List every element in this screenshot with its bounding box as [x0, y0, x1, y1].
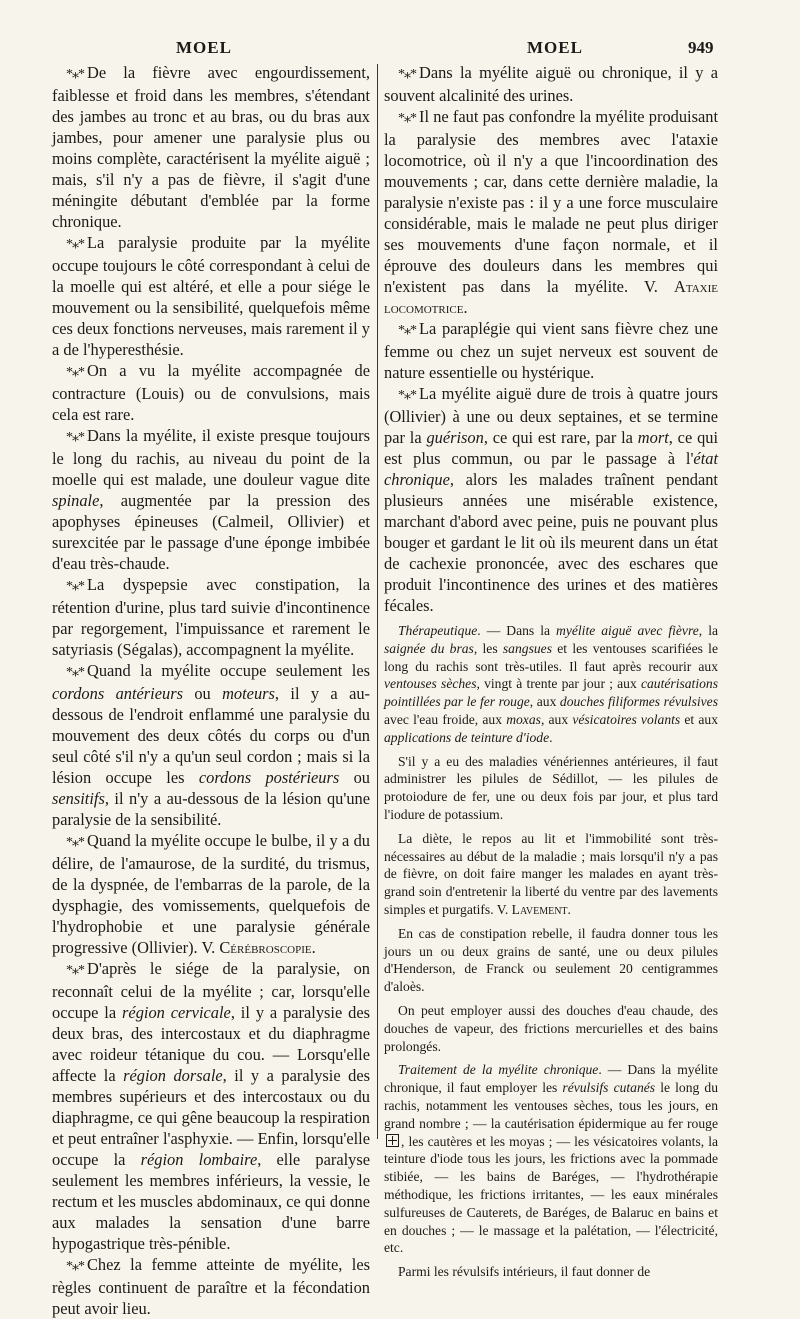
page-number: 949 — [688, 38, 714, 57]
paragraph: *⁎* De la fièvre avec engourdissement, faiblesse et froid dans les membres, s'étendant des jambes au tronc et au bras, ou du bras aux jambes, pour amener une paralysie plus ou moins complète, caractérisent la myélite aiguë ; mais, s'il n'y a pas de fièvre, il s'agit d'une méningite débutant d'emblée par la forme chronique. — [52, 63, 370, 231]
boxed-cross-icon — [386, 1134, 399, 1147]
therapy-paragraph: Parmi les révulsifs intérieurs, il faut donner de — [398, 1264, 651, 1280]
asterism-icon: *⁎* — [398, 67, 416, 82]
cross-reference: Cérébroscopie — [219, 938, 312, 957]
paragraph: *⁎* Il ne faut pas confondre la myélite produisant la paralysie des membres avec l'ataxie locomotrice, où il n'y a que l'incoordination des mouvements ; car, dans cette dernière maladie, la paralysie n'existe pas : il y a une force musculaire considérable, mais le malade ne peut plus diriger ses mouvements d'une façon normale, et il éprouve des douleurs dans les membres qui n'existent pas dans la myélite. V. Ataxie locomotrice. — [384, 107, 718, 317]
paragraph: *⁎* Dans la myélite aiguë ou chronique, il y a souvent alcalinité des urines. — [384, 63, 718, 105]
asterism-icon: *⁎* — [66, 430, 84, 445]
paragraph: *⁎* D'après le siége de la paralysie, on reconnaît celui de la myélite ; car, lorsqu'elle occupe la région cervicale, il y a paralysie des deux bras, des intercostaux et du diaphragme avec roideur tétanique du cou. — Lorsqu'elle affecte la région dorsale, il y a paralysie des membres supérieurs et des intercostaux ou du diaphragme, ce qui gêne beaucoup la respiration et peut entraîner l'asphyxie. — Enfin, lorsqu'elle occupe la région lombaire, elle paralyse seulement les membres inférieurs, la vessie, le rectum et les muscles abdominaux, ce qui donne aux malades la sensation d'une barre hypogastrique très-pénible. — [52, 959, 371, 1253]
asterism-icon: *⁎* — [398, 111, 416, 126]
therapy-paragraph: On peut employer aussi des douches d'eau chaude, des douches de vapeur, des frictions mercurielles et des bains prolongés. — [384, 1002, 718, 1054]
therapy-paragraph: Traitement de la myélite chronique. — Dans la myélite chronique, il faut employer les révulsifs cutanés le long du rachis, notamment les ventouses sèches, tous les jours, en grand nombre ; — la cautérisation épidermique au fer rouge, les cautères et les moyas ; — les vésicatoires volants, la teinture d'iode tous les jours, les frictions avec la pommade stibiée, — les bains de Baréges, — l'hydrothérapie méthodique, les frictions irritantes, — les eaux minérales sulfureuses de Cauterets, de Baréges, de Balaruc en bains et en douches ; — le massage et la palétation, — l'électricité, etc. — [384, 1062, 718, 1256]
left-column — [52, 62, 370, 1319]
therapy-paragraph: S'il y a eu des maladies vénériennes antérieures, il faut administrer les pilules de Sédillot, — les pilules de protoiodure de fer, une ou deux fois par jour, et plus tard l'iodure de potassium. — [384, 753, 718, 822]
section-heading: Traitement de la myélite chronique — [398, 1062, 599, 1078]
section-heading: Thérapeutique — [398, 623, 478, 638]
right-running-head: MOEL — [527, 38, 583, 57]
paragraph: *⁎* Quand la myélite occupe le bulbe, il y a du délire, de l'amaurose, de la surdité, du trismus, de la dyspnée, de l'embarras de la parole, de la dysphagie, des vomissements, quelquefois de l'hydrophobie et une paralysie générale progressive (Ollivier). V. Cérébroscopie. — [52, 831, 370, 957]
asterism-icon: *⁎* — [66, 963, 84, 978]
asterism-icon: *⁎* — [66, 665, 84, 680]
asterism-icon: *⁎* — [66, 579, 84, 594]
therapy-paragraph: Thérapeutique. — Dans la myélite aiguë avec fièvre, la saignée du bras, les sangsues et les ventouses scarifiées le long du rachis sont très-utiles. Il faut après recourir aux ventouses sèches, vingt à trente par jour ; aux cautérisations pointillées par le fer rouge, aux douches filiformes révulsives avec l'eau froide, aux moxas, aux vésicatoires volants et aux applications de teinture d'iode. — [384, 623, 718, 745]
asterism-icon: *⁎* — [66, 365, 84, 380]
paragraph: *⁎* La myélite aiguë dure de trois à quatre jours (Ollivier) à une ou deux septaines, et se termine par la guérison, ce qui est rare, par la mort, ce qui est plus commun, ou par le passage à l'état chronique, alors les malades traînent pendant plusieurs années une misérable existence, marchant d'abord avec peine, puis ne pouvant plus bouger et gardant le lit où ils meurent dans un état de cachexie prononcée, avec des eschares que produit l'incontinence des urines et des matières fécales. — [384, 384, 719, 615]
paragraph: *⁎* Chez la femme atteinte de myélite, les règles continuent de paraître et la fécondation peut avoir lieu. — [52, 1255, 370, 1318]
therapy-paragraph: La diète, le repos au lit et l'immobilité sont très-nécessaires au début de la maladie ; mais lorsqu'il n'y a pas de fièvre, on doit faire manger les malades en ayant très-grand soin d'entretenir la liberté du ventre par des lavements simples et purgatifs. V. Lavement. — [384, 830, 718, 917]
paragraph: *⁎* La dyspepsie avec constipation, la rétention d'urine, plus tard suivie d'incontinence par regorgement, l'impuissance et rarement le satyriasis (Ségalas), accompagnent la myélite. — [52, 575, 370, 659]
paragraph: *⁎* La paraplégie qui vient sans fièvre chez une femme ou chez un sujet nerveux est souvent de nature essentielle ou hystérique. — [384, 319, 718, 382]
paragraph: *⁎* La paralysie produite par la myélite occupe toujours le côté correspondant à celui de la moelle qui est altéré, et elle a pour siége le mouvement ou la sensibilité, quelquefois même ces deux fonctions nerveuses, mais rarement il y a de l'hyperesthésie. — [52, 233, 370, 359]
therapy-paragraph: En cas de constipation rebelle, il faudra donner tous les jours un ou deux grains de santé, une ou deux pilules d'Henderson, de Franck ou seulement 20 centigrammes d'aloès. — [384, 925, 718, 995]
paragraph: *⁎* On a vu la myélite accompagnée de contracture (Louis) ou de convulsions, mais cela est rare. — [52, 361, 370, 424]
left-running-head: MOEL — [176, 38, 232, 57]
asterism-icon: *⁎* — [66, 67, 84, 82]
column-divider — [377, 64, 378, 1139]
cross-reference: Ataxie locomotrice — [384, 277, 718, 317]
cross-reference: Lavement — [511, 901, 568, 917]
asterism-icon: *⁎* — [66, 237, 84, 252]
asterism-icon: *⁎* — [66, 835, 84, 850]
paragraph: *⁎* Quand la myélite occupe seulement les cordons antérieurs ou moteurs, il y a au-dessous de l'endroit enflammé une paralysie du mouvement des deux côtés du corps ou d'un seul côté s'il n'y a qu'un seul cordon ; mais si la lésion occupe les cordons postérieurs ou sensitifs, il n'y a au-dessous de la lésion qu'une paralysie de la sensibilité. — [52, 661, 370, 829]
asterism-icon: *⁎* — [398, 388, 416, 403]
asterism-icon: *⁎* — [398, 323, 416, 338]
paragraph: *⁎* Dans la myélite, il existe presque toujours le long du rachis, au niveau du point de la moelle qui est malade, une douleur vague dite spinale, augmentée par la pression des apophyses épineuses (Calmeil, Ollivier) et surexcitée par le passage d'une éponge imbibée d'eau très-chaude. — [52, 426, 370, 573]
asterism-icon: *⁎* — [66, 1259, 84, 1274]
right-column — [384, 62, 718, 1281]
